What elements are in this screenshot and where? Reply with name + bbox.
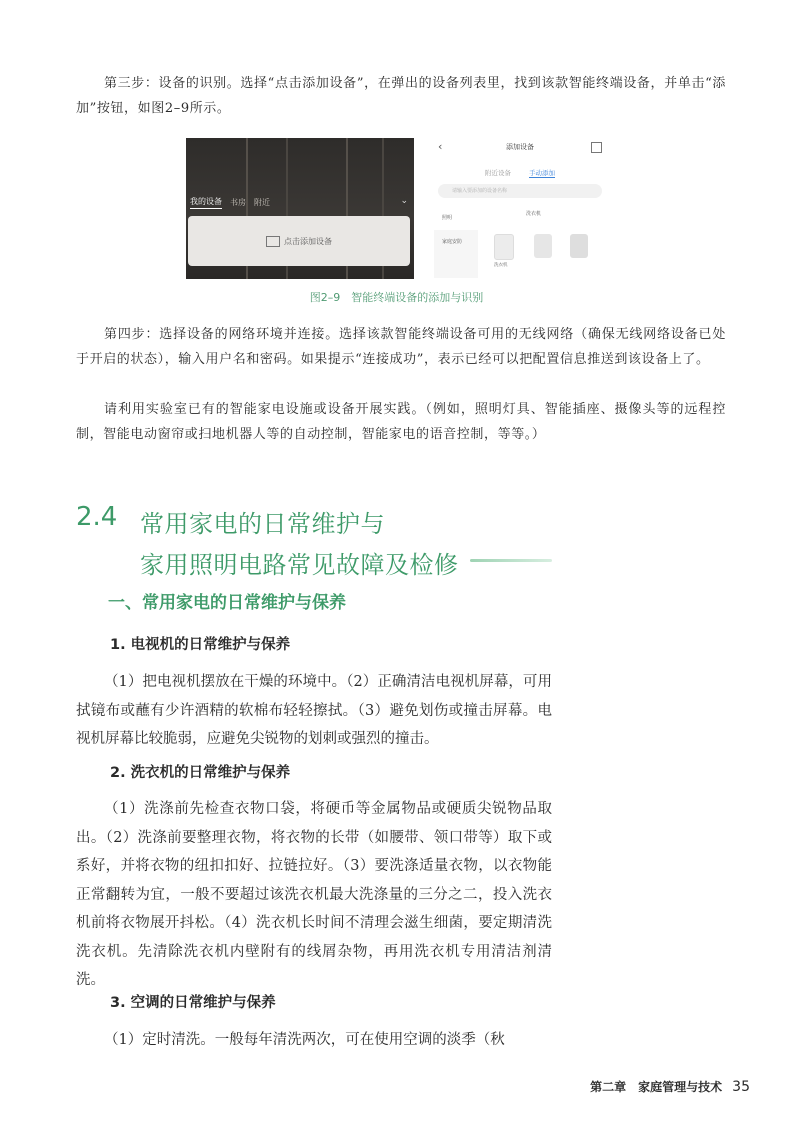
washer-paragraph: （1）洗涤前先检查衣物口袋，将硬币等金属物品或硬质尖锐物品取出。（2）洗涤前要整理衣物，将衣物的长带（如腰带、领口带等）取下或系好，并将衣物的纽扣扣好、拉链拉好。（3）要洗涤适量衣物，以衣物能正常翻转为宜，一般不要超过该洗衣机最大洗涤量的三分之二，投入洗衣机前将衣物展开抖松。（4）洗衣机长时间不清理会滋生细菌，要定期清洗洗衣机。先清除洗衣机内壁附有的线屑杂物，再用洗衣机专用清洁剂清洗。 [76,801,552,988]
ac-paragraph: （1）定时清洗。一般每年清洗两次，可在使用空调的淡季（秋 [104,1032,505,1048]
figure-right-screenshot [430,138,610,279]
category-heading: 洗衣机 [526,211,542,217]
chevron-down-icon: ⌄ [400,196,408,206]
category-list [434,206,478,278]
figure-caption: 图2–9 智能终端设备的添加与识别 [309,291,484,304]
washer-image [534,234,552,258]
device-search-field: 请输入要添加的设备名称 [438,184,602,198]
figure-left-screenshot [186,138,414,279]
device-tabs [190,196,270,209]
tab-nearby-devices: 附近设备 [484,169,511,177]
practice-paragraph: 请利用实验室已有的智能家电设施或设备开展实践。（例如，照明灯具、智能插座、摄像头等的远程控制，智能电动窗帘或扫地机器人等的自动控制，智能家电的语音控制，等等。） [76,402,726,442]
add-device-icon [266,236,280,247]
tv-paragraph: （1）把电视机摆放在干燥的环境中。（2）正确清洁电视机屏幕，可用拭镜布或蘸有少许酒精的软棉布轻轻擦拭。（3）避免划伤或撞击屏幕。电视机屏幕比较脆弱，应避免尖锐物的划刺或强烈的撞击。 [76,674,552,747]
section-title-line2: 家用照明电路常见故障及检修 [140,551,459,579]
ac-heading: 3. 空调的日常维护与保养 [110,995,276,1011]
tab-study: 书房 [230,198,246,207]
tab-my-devices: 我的设备 [190,196,222,209]
washer-heading: 2. 洗衣机的日常维护与保养 [110,765,291,781]
section-title-line1: 常用家电的日常维护与 [140,510,385,538]
washer-image [570,234,588,258]
step3-paragraph: 第三步：设备的识别。选择“点击添加设备”，在弹出的设备列表里，找到该款智能终端设备，并单击“添加”按钮，如图2–9所示。 [76,76,726,116]
tab-nearby: 附近 [254,198,270,207]
add-device-card [188,216,410,266]
add-mode-tabs [430,168,610,177]
step4-paragraph: 第四步：选择设备的网络环境并连接。选择该款智能终端设备可用的无线网络（确保无线网络设备已处于开启的状态），输入用户名和密码。如果提示“连接成功”，表示已经可以把配置信息推送到该设备上了。 [76,327,726,367]
add-device-title: 添加设备 [506,143,534,151]
page-number: 35 [732,1079,750,1095]
category-item: 照明 [434,206,478,230]
category-item: 家庭安防 [442,239,463,245]
tab-manual-add: 手动添加 [529,169,556,177]
section-rule [470,559,552,562]
tv-heading: 1. 电视机的日常维护与保养 [110,637,291,653]
chapter-label: 第二章 家庭管理与技术 [590,1080,723,1094]
subsection-heading: 一、常用家电的日常维护与保养 [108,593,346,613]
scan-icon [591,142,602,153]
back-icon: ‹ [438,140,443,153]
section-number: 2.4 [76,502,118,532]
add-device-label: 点击添加设备 [284,236,332,246]
page-footer [590,1078,750,1095]
washer-image [494,234,514,260]
device-label: 洗衣机 [494,263,508,268]
